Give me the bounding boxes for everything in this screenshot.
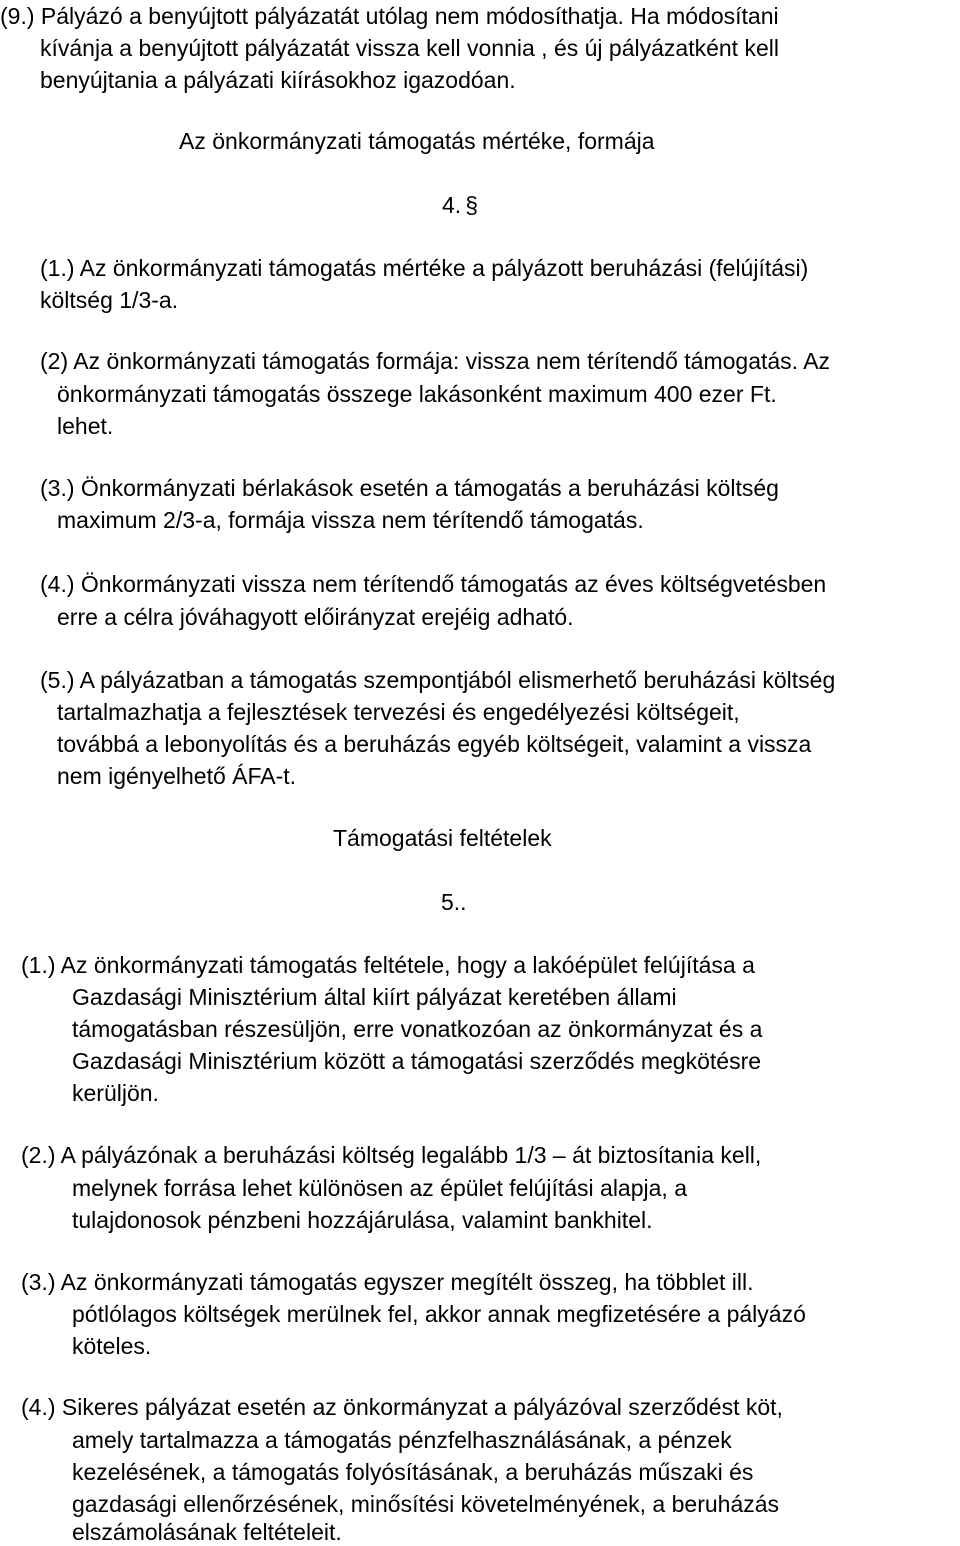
paragraph-line: tulajdonosok pénzbeni hozzájárulása, valamint bankhitel. — [72, 1207, 653, 1233]
paragraph-line: gazdasági ellenőrzésének, minősítési követelményének, a beruházás — [72, 1491, 780, 1517]
section-number — [442, 191, 478, 219]
paragraph-line: (3.) Az önkormányzati támogatás egyszer megítélt összeg, ha többlet ill. — [21, 1269, 754, 1295]
paragraph-line: (2) Az önkormányzati támogatás formája: vissza nem térítendő támogatás. Az — [40, 348, 831, 374]
section-number: 5.. — [441, 889, 467, 915]
intro-line: benyújtania a pályázati kiírásokhoz igazodóan. — [40, 67, 516, 93]
paragraph-line: Gazdasági Minisztérium által kiírt pályázat keretében állami — [72, 984, 677, 1010]
paragraph-line: kezelésének, a támogatás folyósításának, a beruházás műszaki és — [72, 1459, 754, 1485]
paragraph-line: erre a célra jóváhagyott előirányzat erejéig adható. — [57, 604, 574, 630]
paragraph-line: maximum 2/3-a, formája vissza nem térítendő támogatás. — [57, 507, 644, 533]
paragraph-line: támogatásban részesüljön, erre vonatkozóan az önkormányzat és a — [72, 1016, 763, 1042]
paragraph-line: Gazdasági Minisztérium között a támogatási szerződés megkötésre — [72, 1048, 762, 1074]
section-title: Az önkormányzati támogatás mértéke, formája — [179, 128, 655, 154]
paragraph-line: lehet. — [57, 413, 114, 439]
paragraph-line: (1.) Az önkormányzati támogatás feltétele, hogy a lakóépület felújítása a — [21, 952, 755, 978]
paragraph-line: köteles. — [72, 1333, 152, 1359]
section-number-text: 4. — [442, 192, 462, 218]
paragraph-line: (3.) Önkormányzati bérlakások esetén a támogatás a beruházási költség — [40, 475, 779, 501]
paragraph-line: tartalmazhatja a fejlesztések tervezési és engedélyezési költségeit, — [57, 699, 740, 725]
paragraph-line: kerüljön. — [72, 1080, 159, 1106]
paragraph-line: (1.) Az önkormányzati támogatás mértéke a pályázott beruházási (felújítási) — [40, 255, 809, 281]
section-title: Támogatási feltételek — [333, 825, 552, 851]
paragraph-line: (5.) A pályázatban a támogatás szempontjából elismerhető beruházási költség — [40, 667, 836, 693]
paragraph-line: nem igényelhető ÁFA-t. — [57, 763, 297, 789]
paragraph-line: melynek forrása lehet különösen az épület felújítási alapja, a — [72, 1175, 687, 1201]
paragraph-line: elszámolásának feltételeit. — [72, 1519, 342, 1545]
paragraph-line: pótlólagos költségek merülnek fel, akkor annak megfizetésére a pályázó — [72, 1301, 806, 1327]
paragraph-line: (4.) Önkormányzati vissza nem térítendő támogatás az éves költségvetésben — [40, 571, 827, 597]
paragraph-line: (4.) Sikeres pályázat esetén az önkormányzat a pályázóval szerződést köt, — [21, 1394, 783, 1420]
paragraph-line: (2.) A pályázónak a beruházási költség legalább 1/3 – át biztosítania kell, — [21, 1142, 762, 1168]
intro-line: kívánja a benyújtott pályázatát vissza kell vonnia , és új pályázatként kell — [40, 35, 779, 61]
paragraph-line: amely tartalmazza a támogatás pénzfelhasználásának, a pénzek — [72, 1427, 732, 1453]
section-sign-glyph: § — [465, 192, 478, 218]
paragraph-line: költség 1/3-a. — [40, 287, 179, 313]
paragraph-line: önkormányzati támogatás összege lakásonként maximum 400 ezer Ft. — [57, 381, 777, 407]
intro-line: (9.) Pályázó a benyújtott pályázatát utólag nem módosíthatja. Ha módosítani — [0, 3, 779, 29]
paragraph-line: továbbá a lebonyolítás és a beruházás egyéb költségeit, valamint a vissza — [57, 731, 812, 757]
